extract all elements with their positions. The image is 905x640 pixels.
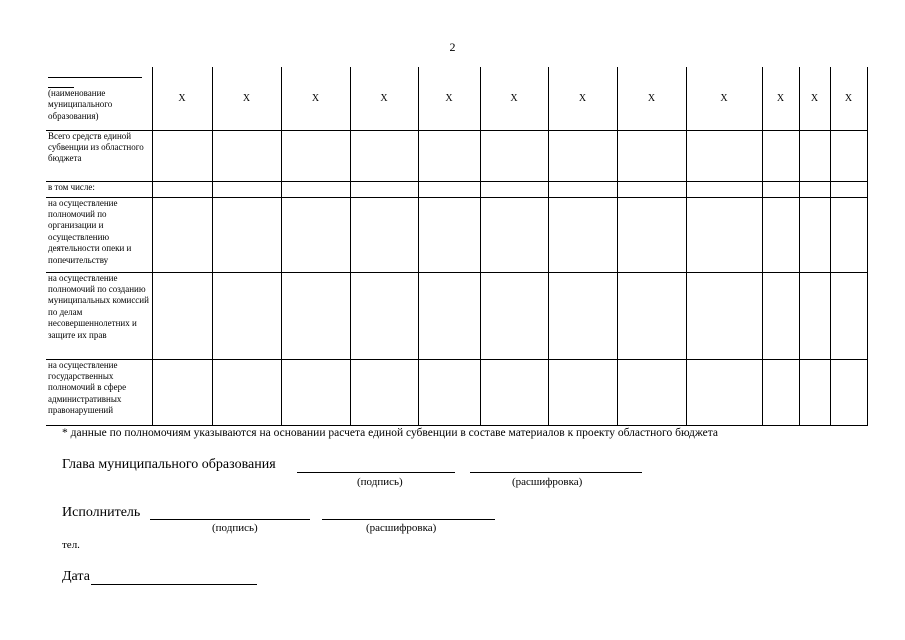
page-number: 2 <box>449 40 456 54</box>
x-mark-cell: Х <box>212 67 281 130</box>
head-signature-caption: (подпись) <box>357 476 403 488</box>
table-row <box>46 359 867 425</box>
executor-signature-line <box>150 519 310 520</box>
x-mark-cell: Х <box>548 67 617 130</box>
executor-signature-caption: (подпись) <box>212 522 258 534</box>
row-label: на осуществление государственных полномочий в сфере административных правонарушений <box>46 359 152 425</box>
x-mark-cell: Х <box>480 67 548 130</box>
subvention-table <box>46 67 868 426</box>
table-row <box>46 130 867 181</box>
head-label: Глава муниципального образования <box>62 457 276 472</box>
executor-decoding-caption: (расшифровка) <box>366 522 437 534</box>
date-label: Дата <box>62 569 90 584</box>
footnote: * данные по полномочиям указываются на основании расчета единой субвенции в составе материалов к проекту областного бюджета <box>62 427 718 439</box>
date-line <box>91 584 257 585</box>
x-mark-cell: Х <box>418 67 480 130</box>
phone-label: тел. <box>62 539 80 551</box>
name-blank-line <box>48 77 142 78</box>
table-row <box>46 272 867 359</box>
head-signature-line <box>297 472 455 473</box>
municipality-name-cell <box>46 67 152 130</box>
table-row <box>46 197 867 272</box>
municipality-name-caption: (наименование муниципального образования) <box>48 88 113 121</box>
row-label: в том числе: <box>46 181 152 197</box>
head-decoding-line <box>470 472 642 473</box>
x-mark-cell: Х <box>799 67 830 130</box>
row-label: на осуществление полномочий по организации и осуществлению деятельности опеки и попечительству <box>46 197 152 272</box>
executor-label: Исполнитель <box>62 505 141 520</box>
x-mark-cell: Х <box>762 67 799 130</box>
x-mark-cell: Х <box>617 67 686 130</box>
x-mark-cell: Х <box>830 67 867 130</box>
x-mark-cell: Х <box>686 67 762 130</box>
head-decoding-caption: (расшифровка) <box>512 476 583 488</box>
row-label: на осуществление полномочий по созданию муниципальных комиссий по делам несовершеннолетних и защите их прав <box>46 272 152 359</box>
table-row-municipality <box>46 67 867 130</box>
x-mark-cell: Х <box>350 67 418 130</box>
x-mark-cell: Х <box>152 67 212 130</box>
x-mark-cell: Х <box>281 67 350 130</box>
table-row <box>46 181 867 197</box>
executor-decoding-line <box>322 519 495 520</box>
row-label: Всего средств единой субвенции из областного бюджета <box>46 130 152 181</box>
